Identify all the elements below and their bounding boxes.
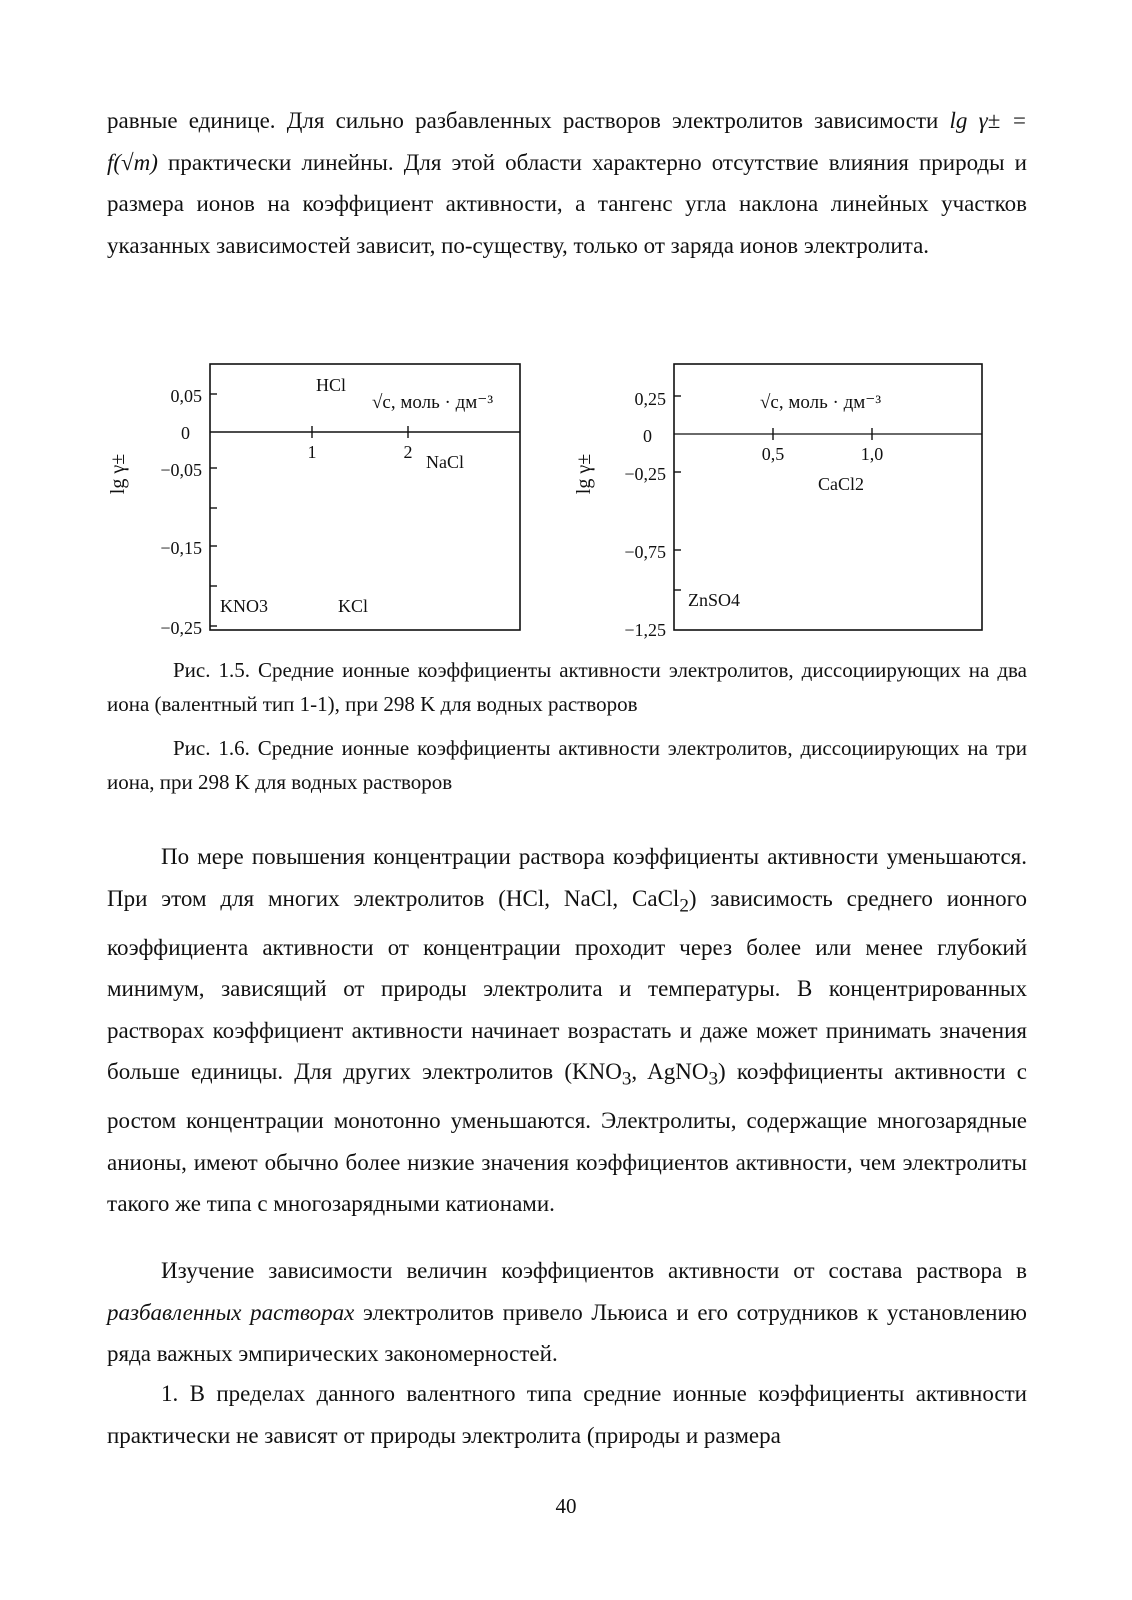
chart-fig-1-5 bbox=[100, 350, 540, 650]
y-axis-label: lg γ± bbox=[573, 453, 595, 495]
y-tick-label: −0,25 bbox=[160, 618, 202, 638]
y-tick-label: 0 bbox=[643, 426, 652, 446]
page-number: 40 bbox=[555, 1494, 577, 1518]
y-tick-label: −0,05 bbox=[160, 460, 202, 480]
y-tick-label: −0,15 bbox=[160, 538, 202, 558]
formula-lg-gamma: lg γ± = f(√m) bbox=[107, 108, 1027, 175]
y-tick-label: 0,25 bbox=[634, 389, 666, 409]
caption-fig-1-6: Рис. 1.6. Средние ионные коэффициенты активности электролитов, диссоциирующих на три иона, при 298 K для водных растворов bbox=[107, 736, 1027, 794]
y-tick-label: 0,05 bbox=[170, 386, 202, 406]
series-label-cacl2: CaCl2 bbox=[818, 474, 865, 494]
series-label-kno3: KNO3 bbox=[220, 596, 268, 616]
series-label-kcl: KCl bbox=[338, 596, 369, 616]
y-tick-label: −1,25 bbox=[624, 620, 666, 640]
series-label-nacl: NaCl bbox=[426, 452, 464, 472]
paragraph-concentration: По мере повышения концентрации раствора коэффициенты активности уменьшаются. При этом для многих электролитов (HCl, NaCl, CaCl$_2$) зависимость среднего ионного коэффициента активности от концентрации проходит через более или менее глубокий минимум, зависящий от природы электролита и температуры. В концентрированных растворах коэффициент активности начинает возрастать и даже может принимать значения больше единицы. Для других электролитов ($KNO_3$, AgNO$_3$) коэффициенты активности с ростом концентрации монотонно уменьшаются. Электролиты, содержащие многозарядные анионы, имеют обычно более низкие значения коэффициентов активности, чем электролиты такого же типа с многозарядными катионами. bbox=[107, 844, 1027, 1217]
x-axis-label: √c, моль · дм⁻³ bbox=[372, 392, 494, 413]
paragraph-rule-1: 1. В пределах данного валентного типа средние ионные коэффициенты активности практически не зависят от природы электролита (природы и размера bbox=[107, 1381, 1027, 1448]
caption-fig-1-5: Рис. 1.5. Средние ионные коэффициенты активности электролитов, диссоциирующих на два иона (валентный тип 1-1), при 298 K для водных растворов bbox=[107, 658, 1027, 716]
x-tick-label: 1,0 bbox=[860, 444, 884, 464]
x-tick-label: 0,5 bbox=[761, 444, 785, 464]
y-tick-label: −0,25 bbox=[624, 464, 666, 484]
paragraph-lewis: Изучение зависимости величин коэффициентов активности от состава раствора в разбавленных растворах электролитов привело Льюиса и его сотрудников к установлению ряда важных эмпирических закономерностей. bbox=[107, 1258, 1027, 1366]
y-tick-label: −0,75 bbox=[624, 542, 666, 562]
series-label-hcl: HCl bbox=[316, 375, 347, 395]
paragraph-intro: равные единице. Для сильно разбавленных растворов электролитов зависимости lg γ± = f(√m) практически линейны. Для этой области характерно отсутствие влияния природы и размера ионов на коэффициент активности, а тангенс угла наклона линейных участков указанных зависимостей зависит, по-существу, только от заряда ионов электролита. bbox=[107, 108, 1027, 258]
chart-fig-1-6 bbox=[570, 350, 990, 650]
y-tick-label: 0 bbox=[181, 423, 190, 443]
y-axis-label: lg γ± bbox=[107, 453, 129, 495]
x-axis-label: √c, моль · дм⁻³ bbox=[760, 392, 882, 413]
x-tick-label: 2 bbox=[403, 442, 413, 462]
x-tick-label: 1 bbox=[307, 442, 317, 462]
series-label-znso4: ZnSO4 bbox=[688, 590, 741, 610]
italic-dilute-solutions: разбавленных растворах bbox=[107, 1299, 355, 1325]
